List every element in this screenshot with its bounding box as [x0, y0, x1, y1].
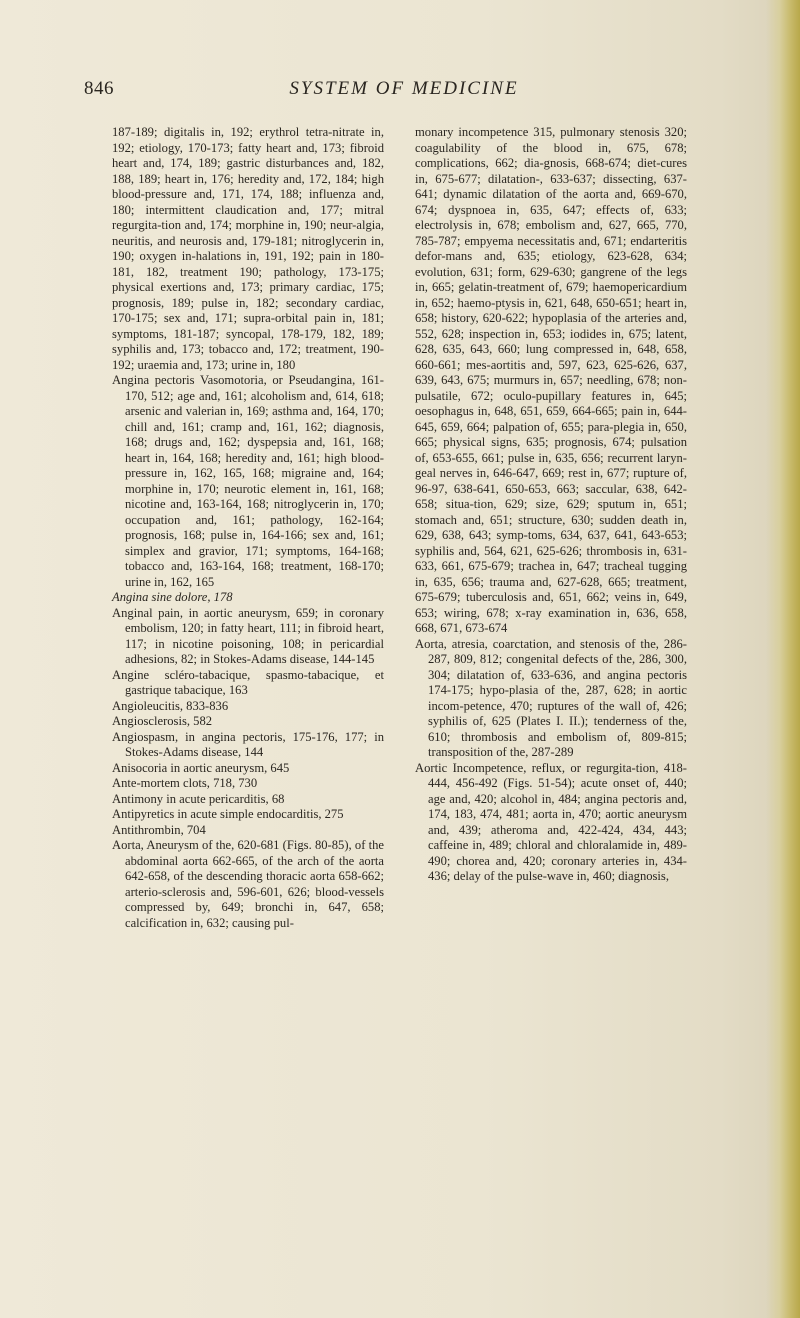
index-entry: monary incompetence 315, pulmonary stenosis 320; coagulability of the blood in, 675, 678; complications, 662; dia-gnosis, 668-674; diet-cures in, 675-677; dilatation-, 633-637; dissecting, 637-641; dynamic dilatation of the aorta and, 669-670, 674; dyspnoea in, 635, 647; effects of, 633; electrolysis in, 678; embolism and, 627, 665, 770, 785-787; empyema necessitatis and, 671; endarteritis defor-mans and, 635; etiology, 623-628, 634; evolution, 631; form, 629-630; gangrene of the legs in, 665; gelatin-treatment of, 679; haemopericardium in, 652; haemo-ptysis in, 621, 648, 650-651; heart in, 658; history, 620-622; hypoplasia of the arteries and, 552, 628; inspection in, 653; iodides in, 675; latent, 628, 635, 643, 660; lung compressed in, 648, 658, 660-661; mes-aortitis and, 597, 623, 625-626, 637, 639, 643, 675; murmurs in, 657; needling, 678; non-pulsatile, 672; oculo-pupillary features in, 645; oesophagus in, 648, 651, 659, 664-665; pain in, 644-645, 659, 664; palpation of, 655; para-plegia in, 650, 665; physical signs, 635; prognosis, 674; pulsation of, 653-655, 661; pulse in, 635, 656; recurrent laryn-geal nerves in, 646-647, 669; rest in, 677; rupture of, 96-97, 638-641, 650-653, 663; saccular, 638, 642-658; situa-tion, 629; size, 629; sputum in, 651; stomach and, 651; structure, 630; sudden death in, 629, 638, 643; symp-toms, 634, 637, 641, 643-653; syphilis and, 564, 621, 625-626; thrombosis in, 631-633, 661, 675-679; trachea in, 647; tracheal tugging in, 635, 656; trauma and, 627-628, 665; treatment, 675-679; tuberculosis and, 651, 662; veins in, 649, 653; wiring, 678; x-ray examination in, 636, 658, 668, 671, 673-674: [415, 125, 687, 635]
index-entry: Angiospasm, in angina pectoris, 175-176, 177; in Stokes-Adams disease, 144: [112, 729, 384, 759]
index-entry: Aortic Incompetence, reflux, or regurgita-tion, 418-444, 456-492 (Figs. 51-54); acute onset of, 440; age and, 420; alcohol in, 484; angina pectoris and, 174, 183, 474, 481; aorta in, 470; aortic aneurysm and, 439; atheroma and, 422-424, 434, 443; caffeine in, 489; chloral and chloralamide in, 489-490; chorea and, 420; coronary arteries in, 434-436; delay of the pulse-wave in, 460; diagnosis,: [415, 760, 687, 883]
page-header: [84, 78, 724, 108]
index-entry: Antithrombin, 704: [112, 822, 206, 837]
index-entry: Angina pectoris Vasomotoria, or Pseudangina, 161-170, 512; age and, 161; alcoholism and, 614, 618; arsenic and valerian in, 169; asthma and, 164, 170; chill and, 161; cramp and, 161, 162; diagnosis, 168; drugs and, 162; dyspepsia and, 161, 168; heart in, 164, 168; heredity and, 161; high blood-pressure in, 162, 165, 168; migraine and, 164; morphine in, 170; neurotic element in, 161, 168; nicotine and, 163-164, 168; nitroglycerin in, 170; occupation and, 161; pathology, 162-164; prognosis, 168; pulse in, 164-166; sex and, 161; simplex and gravior, 171; symptoms, 164-168; tobacco and, 163-164, 168; treatment, 168-170; urine in, 162, 165: [112, 373, 384, 589]
index-entry: Ante-mortem clots, 718, 730: [112, 776, 258, 790]
index-entry: Antipyretics in acute simple endocarditis, 275: [112, 807, 344, 821]
index-entry: Aorta, Aneurysm of the, 620-681 (Figs. 80-85), of the abdominal aorta 662-665, of the arch of the aorta 642-658, of the descending thoracic aorta 658-662; arterio-sclerosis and, 596-601, 626; blood-vessels compressed by, 649; bronchi in, 647, 658; calcification in, 632; causing pul-: [112, 838, 384, 930]
index-entry: Anisocoria in aortic aneurysm, 645: [112, 760, 290, 775]
index-entry: Angiosclerosis, 582: [112, 714, 213, 728]
index-entry: Aorta, atresia, coarctation, and stenosis of the, 286-287, 809, 812; congenital defects of the, 286, 300, 304; dilatation of, 633-636, and angina pectoris 174-175; hypo-plasia of the, 287, 628; in aortic incom-petence, 470; ruptures of the wall of, 426; syphilis of, 625 (Plates I. II.); tenderness of the, 610; thrombosis and embolism of, 809-815; transposition of the, 287-289: [415, 636, 687, 759]
running-title: SYSTEM OF MEDICINE: [289, 78, 519, 99]
index-entry: 187-189; digitalis in, 192; erythrol tetra-nitrate in, 192; etiology, 170-173; fatty heart and, 173; fibroid heart and, 174, 189; gastric disturbances and, 182, 188, 189; heart in, 176; heredity and, 172, 184; high blood-pressure and, 171, 174, 188; influenza and, 180; intermittent claudication and, 177; mitral regurgita-tion and, 174; morphine in, 190; neur-algia, neuritis, and neurosis and, 179-181; nitroglycerin in, 190; oxygen in-halations in, 191, 192; pain in 180-181, 182, treatment 190; pathology, 173-175; physical exertions and, 173; primary cardiac, 175; prognosis, 189; pulse in, 182; secondary cardiac, 170-175; sex and, 171; supra-orbital pain in, 181; symptoms, 181-187; syncopal, 178-179, 182, 189; syphilis and, 173; tobacco and, 172; treatment, 190-192; uraemia and, 173; urine in, 180: [112, 125, 384, 372]
index-column-left: [112, 125, 384, 931]
index-entry: Angioleucitis, 833-836: [112, 698, 229, 713]
page-edge: [766, 0, 800, 1318]
index-column-right: [415, 125, 687, 885]
index-entry: Anginal pain, in aortic aneurysm, 659; in coronary embolism, 120; in fatty heart, 111; in fibroid heart, 117; in nicotine poisoning, 108; in pericardial adhesions, 82; in Stokes-Adams disease, 144-145: [112, 605, 384, 666]
index-entry: Angina sine dolore, 178: [112, 590, 233, 604]
page-number: 846: [84, 78, 114, 99]
index-entry: Antimony in acute pericarditis, 68: [112, 791, 285, 806]
index-entry: Angine scléro-tabacique, spasmo-tabacique, et gastrique tabacique, 163: [112, 667, 384, 697]
